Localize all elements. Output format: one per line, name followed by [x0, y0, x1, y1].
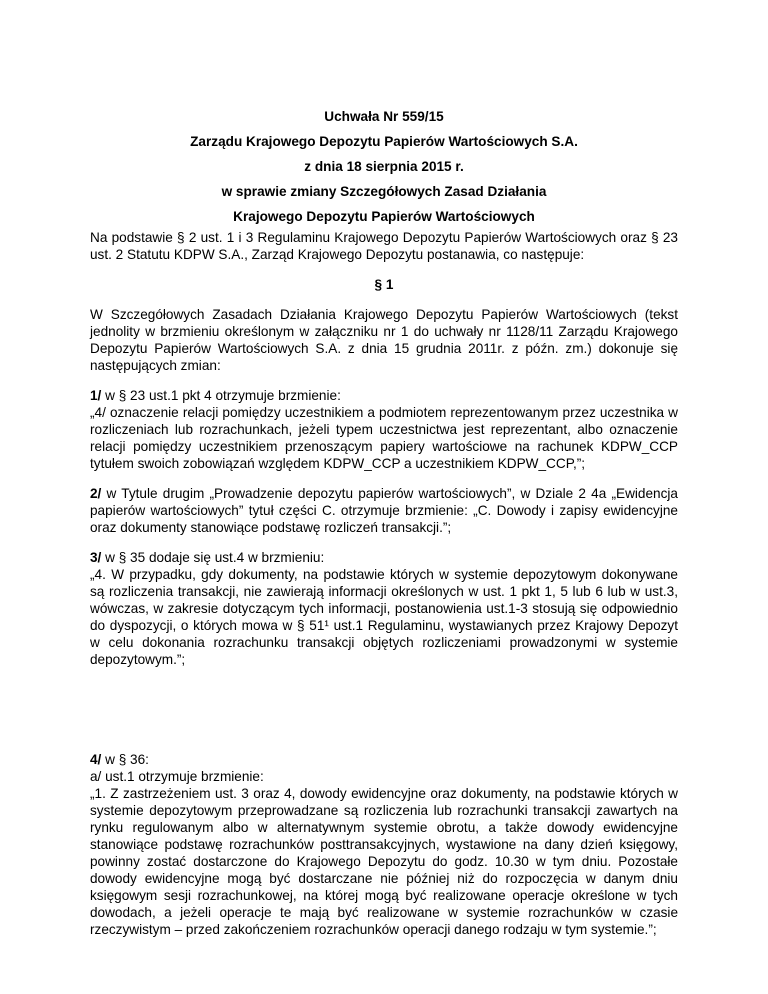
- issuing-body: Zarządu Krajowego Depozytu Papierów Wartościowych S.A.: [190, 134, 578, 149]
- amendment-item-4-text: „1. Z zastrzeżeniem ust. 3 oraz 4, dowody ewidencyjne oraz dokumenty, na podstawie których w systemie depozytowym przeprowadzane są rozliczenia lub rozrachunki transakcji zawartych na rynku regulowanym albo w alternatywnym systemie obrotu, a także dowody ewidencyjne stanowiące podstawę rozrachunków posttransakcyjnych, wystawione na dany dzień księgowy, powinny zostać dostarczone do Krajowego Depozytu do godz. 10.30 w tym dniu. Pozostałe dowody ewidencyjne mogą być dostarczane nie później niż do rozpoczęcia w danym dniu księgowym sesji rozrachunkowej, na której mogą być realizowane operacje określone w tych dowodach, a jeżeli operacje te mają być realizowane w systemie rozrachunków w czasie rzeczywistym – przed zakończeniem rozrachunków operacji danego rodzaju w tym systemie.”;: [90, 786, 678, 937]
- section-intro: W Szczegółowych Zasadach Działania Krajowego Depozytu Papierów Wartościowych (tekst jednolity w brzmieniu określonym w załączniku nr 1 do uchwały nr 1128/11 Zarządu Krajowego Depozytu Papierów Wartościowych S.A. z dnia 15 grudnia 2011r. z późn. zm.) dokonuje się następujących zmian:: [90, 307, 678, 373]
- item-lead: w § 23 ust.1 pkt 4 otrzymuje brzmienie:: [101, 388, 341, 403]
- amendment-item-4-sub-a: a/ ust.1 otrzymuje brzmienie:: [90, 769, 264, 784]
- item-number: 1/: [90, 388, 102, 403]
- amendment-item-3-text: „4. W przypadku, gdy dokumenty, na podstawie których w systemie depozytowym dokonywane są rozliczenia transakcji, nie zawierają informacji określonych w ust. 1 pkt 1, 5 lub 6 lub w ust.3, wówczas, w zakresie dotyczącym tych informacji, postanowienia ust.1-3 stosują się odpowiednio do dyspozycji, o których mowa w § 51¹ ust.1 Regulaminu, wystawianych przez Krajowy Depozyt w celu dokonania rozrachunku transakcji objętych rozliczeniami prowadzonymi w systemie depozytowym.”;: [90, 567, 678, 667]
- amendment-item-1-text: „4/ oznaczenie relacji pomiędzy uczestnikiem a podmiotem reprezentowanym przez uczestnika w rozliczeniach lub rozrachunkach, jeżeli typem uczestnictwa jest reprezentant, albo oznaczenie relacji pomiędzy uczestnikiem przenoszącym papiery wartościowe na rachunek KDPW_CCP tytułem swoich zobowiązań względem KDPW_CCP a uczestnikiem KDPW_CCP,”;: [90, 405, 678, 471]
- item-number: 4/: [90, 752, 102, 767]
- amendment-item-3: [90, 549, 678, 566]
- section-heading: § 1: [374, 277, 394, 292]
- item-text: w Tytule drugim „Prowadzenie depozytu papierów wartościowych”, w Dziale 2 4a „Ewidencja papierów wartościowych” tytuł części C. otrzymuje brzmienie: „C. Dowody i zapisy ewidencyjne oraz dokumenty stanowiące podstawę rozliczeń transakcji.”;: [90, 486, 678, 535]
- amendment-item-1: [90, 387, 678, 404]
- resolution-subject: w sprawie zmiany Szczegółowych Zasad Działania: [221, 184, 547, 199]
- amendment-item-4: [90, 751, 678, 768]
- item-number: 3/: [90, 550, 102, 565]
- resolution-subject-cont: Krajowego Depozytu Papierów Wartościowych: [233, 209, 535, 224]
- amendment-item-2: [90, 485, 678, 536]
- item-lead: w § 35 dodaje się ust.4 w brzmieniu:: [101, 550, 325, 565]
- document-page: [90, 108, 678, 951]
- item-lead: w § 36:: [101, 752, 149, 767]
- item-number: 2/: [90, 486, 102, 501]
- resolution-number: Uchwała Nr 559/15: [324, 109, 444, 124]
- resolution-date: z dnia 18 sierpnia 2015 r.: [304, 159, 464, 174]
- blank-space: [90, 681, 678, 751]
- preamble: Na podstawie § 2 ust. 1 i 3 Regulaminu Krajowego Depozytu Papierów Wartościowych oraz § 23 ust. 2 Statutu KDPW S.A., Zarząd Krajowego Depozytu postanawia, co następuje:: [90, 230, 678, 262]
